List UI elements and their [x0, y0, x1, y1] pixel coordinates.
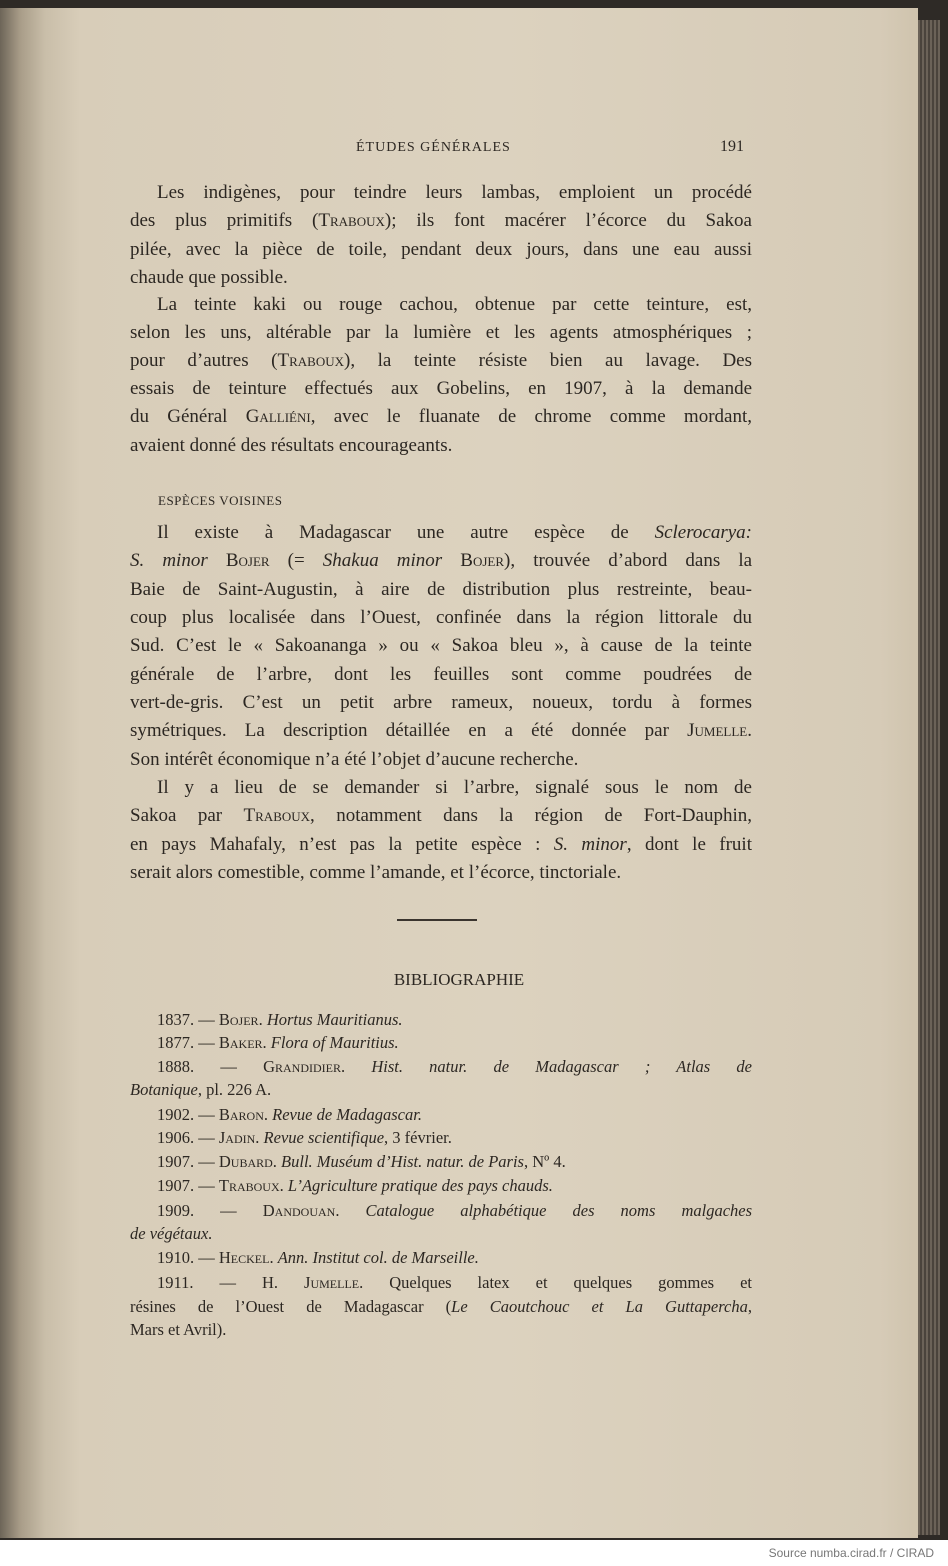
text-line	[130, 692, 752, 714]
text-run: ,	[747, 1297, 752, 1316]
text-run: 1911. — H.	[157, 1273, 305, 1292]
text-run: 1902. —	[157, 1105, 219, 1124]
bibliography-entry-line	[130, 1296, 752, 1318]
text-run	[208, 550, 226, 571]
page-number: 191	[720, 138, 744, 155]
text-run: Les indigènes, pour teindre leurs lambas, emploient un procédé	[157, 182, 752, 203]
text-line	[130, 720, 752, 742]
author-name: Jumelle	[687, 720, 748, 741]
italic-text: S. minor	[130, 550, 208, 571]
page-edges	[918, 20, 940, 1535]
text-run: symétriques. La description détaillée en a été donnée par	[130, 720, 688, 741]
text-run: 1906. —	[157, 1128, 219, 1147]
bibliography-title: BIBLIOGRAPHIE	[393, 970, 525, 989]
bibliography-entry-line	[130, 1223, 752, 1245]
running-head: ÉTUDES GÉNÉRALES	[356, 140, 511, 155]
italic-text: S. minor	[553, 834, 627, 855]
text-run: ), la teinte résiste bien au lavage. Des	[344, 350, 752, 371]
text-line	[130, 805, 752, 827]
text-run: pour d’autres (	[130, 350, 278, 371]
text-line	[130, 350, 752, 372]
italic-text: L’Agriculture pratique des pays chauds.	[287, 1176, 553, 1195]
text-run: 1877. —	[157, 1033, 219, 1052]
text-run: essais de teinture effectués aux Gobelins, en 1907, à la demande	[130, 378, 752, 399]
book-page	[0, 8, 918, 1538]
text-run: , Nº 4.	[523, 1152, 566, 1171]
text-run: , dont le fruit	[626, 834, 752, 855]
text-run: du Général	[130, 406, 246, 427]
italic-text: Hortus Mauritianus.	[266, 1010, 403, 1029]
text-line	[130, 267, 752, 289]
author-name: Dandouan	[262, 1201, 336, 1220]
italic-text: de végétaux.	[130, 1224, 213, 1243]
text-run: La teinte kaki ou rouge cachou, obtenue par cette teinture, est,	[157, 294, 752, 315]
text-run: .	[279, 1176, 288, 1195]
text-run: ); ils font macérer l’écorce du Sakoa	[384, 210, 752, 231]
text-line	[130, 664, 752, 686]
bibliography-entry-line	[157, 1032, 752, 1054]
bibliography-entry-line	[157, 1104, 752, 1126]
italic-text: Sclerocarya:	[654, 522, 752, 543]
text-run: avaient donné des résultats encourageants.	[130, 435, 453, 456]
text-run: 1907. —	[157, 1152, 219, 1171]
bibliography-entry-line	[157, 1175, 752, 1197]
author-name: Grandidier	[263, 1057, 341, 1076]
text-run: générale de l’arbre, dont les feuilles sont comme poudrées de	[130, 664, 752, 685]
italic-text: Bull. Muséum d’Hist. natur. de Paris	[281, 1152, 524, 1171]
text-run: Son intérêt économique n’a été l’objet d’aucune recherche.	[130, 749, 579, 770]
text-run: (=	[269, 550, 323, 571]
text-run: Sakoa par	[130, 805, 244, 826]
text-run: 1907. —	[157, 1176, 219, 1195]
text-line	[130, 834, 752, 856]
text-run: coup plus localisée dans l’Ouest, confinée dans la région littorale du	[130, 607, 752, 628]
text-run: , avec le fluanate de chrome comme mordant,	[310, 406, 752, 427]
text-line	[130, 579, 752, 601]
text-line	[130, 550, 752, 572]
text-run: . Quelques latex et quelques gommes et	[359, 1273, 752, 1292]
text-run: , notamment dans la région de Fort-Dauphin,	[310, 805, 752, 826]
author-name: Traboux	[277, 350, 344, 371]
text-run: pilée, avec la pièce de toile, pendant deux jours, dans une eau aussi	[130, 239, 752, 260]
text-line	[157, 182, 752, 204]
text-run: , pl. 226 A.	[197, 1080, 272, 1099]
text-line	[130, 749, 752, 771]
text-line	[130, 322, 752, 344]
italic-text: Revue de Madagascar.	[272, 1105, 422, 1124]
italic-text: Shakua minor	[322, 550, 443, 571]
bibliography-entry-line	[157, 1056, 752, 1078]
text-run: .	[258, 1010, 267, 1029]
text-run: .	[335, 1201, 366, 1220]
text-run: , 3 février.	[384, 1128, 452, 1147]
text-run: résines de l’Ouest de Madagascar (	[130, 1297, 452, 1316]
text-run: Il existe à Madagascar une autre espèce de	[157, 522, 655, 543]
bibliography-entry-line	[157, 1127, 752, 1149]
italic-text: Catalogue alphabétique des noms malgaches	[365, 1201, 753, 1220]
author-name: Bojer	[460, 550, 505, 571]
text-line	[130, 210, 752, 232]
text-run: .	[340, 1057, 372, 1076]
text-run: en pays Mahafaly, n’est pas la petite espèce :	[130, 834, 554, 855]
text-line	[157, 294, 752, 316]
text-line	[130, 607, 752, 629]
text-run: Mars et Avril).	[130, 1320, 227, 1339]
text-line	[130, 378, 752, 400]
bibliography-entry-line	[157, 1247, 752, 1269]
author-name: Heckel	[218, 1248, 270, 1267]
author-name: Jumelle	[304, 1273, 360, 1292]
text-run: .	[272, 1152, 282, 1171]
text-line	[157, 777, 752, 799]
text-run: 1888. —	[157, 1057, 264, 1076]
author-name: Baron	[218, 1105, 264, 1124]
source-credit: Source numba.cirad.fr / CIRAD	[768, 1546, 934, 1560]
bibliography-entry-line	[130, 1079, 752, 1101]
bibliography-entry-line	[157, 1151, 752, 1173]
italic-text: Hist. natur. de Madagascar ; Atlas de	[371, 1057, 752, 1076]
text-run: Il y a lieu de se demander si l’arbre, signalé sous le nom de	[157, 777, 752, 798]
author-name: Baker	[218, 1033, 263, 1052]
text-run: Baie de Saint-Augustin, à aire de distribution plus restreinte, beau-	[130, 579, 752, 600]
author-name: Traboux	[218, 1176, 280, 1195]
text-line	[130, 406, 752, 428]
bibliography-entry-line	[130, 1319, 752, 1341]
bibliography-entry-line	[157, 1009, 752, 1031]
bibliography-entry-line	[157, 1272, 752, 1294]
author-name: Jadin	[218, 1128, 256, 1147]
text-line	[130, 635, 752, 657]
text-run: ), trouvée d’abord dans la	[504, 550, 753, 571]
text-line	[130, 239, 752, 261]
text-run: chaude que possible.	[130, 267, 288, 288]
section-heading: ESPÈCES VOISINES	[158, 493, 283, 508]
text-run: .	[269, 1248, 278, 1267]
text-run: selon les uns, altérable par la lumière et les agents atmosphériques ;	[130, 322, 752, 343]
section-divider	[397, 919, 477, 921]
author-name: Galliéni	[245, 406, 311, 427]
italic-text: Le Caoutchouc et La Guttapercha	[451, 1297, 748, 1316]
text-run: 1837. —	[157, 1010, 219, 1029]
text-run: 1909. —	[157, 1201, 263, 1220]
text-line	[130, 435, 752, 457]
text-line	[130, 862, 752, 884]
text-run: .	[262, 1033, 271, 1052]
author-name: Bojer	[225, 550, 270, 571]
text-run: .	[747, 720, 752, 741]
italic-text: Flora of Mauritius.	[270, 1033, 399, 1052]
text-run: serait alors comestible, comme l’amande, et l’écorce, tinctoriale.	[130, 862, 622, 883]
text-run: 1910. —	[157, 1248, 219, 1267]
bibliography-entry-line	[157, 1200, 752, 1222]
text-run: des plus primitifs (	[130, 210, 319, 231]
text-run	[442, 550, 460, 571]
text-line	[157, 522, 752, 544]
author-name: Dubard	[218, 1152, 273, 1171]
text-run: Sud. C’est le « Sakoananga » ou « Sakoa bleu », à cause de la teinte	[130, 635, 752, 656]
text-run: .	[255, 1128, 264, 1147]
italic-text: Botanique	[130, 1080, 198, 1099]
author-name: Traboux	[243, 805, 311, 826]
text-run: .	[263, 1105, 273, 1124]
author-name: Bojer	[218, 1010, 259, 1029]
author-name: Traboux	[318, 210, 385, 231]
text-run: vert-de-gris. C’est un petit arbre rameux, noueux, tordu à formes	[130, 692, 752, 713]
italic-text: Ann. Institut col. de Marseille.	[277, 1248, 479, 1267]
italic-text: Revue scientifique	[263, 1128, 385, 1147]
